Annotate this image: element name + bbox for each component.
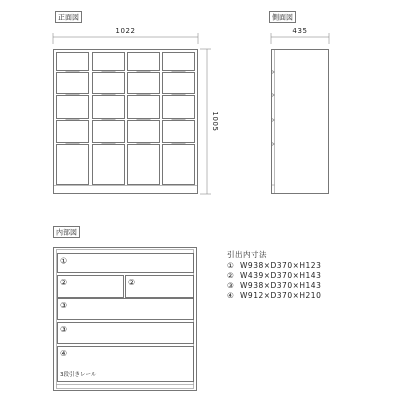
front-view	[53, 12, 219, 195]
side-view-title: 側面図	[272, 13, 293, 22]
front-drawer-front	[93, 121, 125, 143]
front-drawer-front	[163, 121, 195, 143]
front-drawer-front	[57, 145, 89, 185]
front-drawer-front	[57, 121, 89, 143]
front-height-dimension	[200, 49, 219, 194]
front-drawer-front	[128, 121, 160, 143]
front-drawer-front	[57, 73, 89, 94]
front-drawer-front	[163, 96, 195, 119]
rail-note: 3段引きレール	[60, 372, 97, 378]
interior-drawer-3-lower-marker: ③	[60, 325, 68, 334]
drawer-spec-size: W912×D370×H210	[240, 291, 322, 300]
side-view	[270, 12, 330, 194]
front-drawer-front	[93, 73, 125, 94]
drawer-spec-row	[227, 291, 321, 300]
front-drawer-front	[128, 73, 160, 94]
side-cabinet-outline	[272, 50, 329, 194]
drawer-spec-heading: 引出内寸法	[227, 250, 267, 259]
drawer-spec-marker: ①	[227, 261, 235, 270]
front-drawer-grid	[57, 53, 195, 185]
front-drawer-front	[93, 96, 125, 119]
front-view-title: 正面図	[58, 13, 79, 22]
drawer-spec-size: W938×D370×H143	[240, 281, 322, 290]
front-drawer-front	[128, 53, 160, 71]
drawer-spec-marker: ②	[227, 271, 235, 280]
front-drawer-front	[57, 53, 89, 71]
front-drawer-front	[163, 53, 195, 71]
interior-drawer-4-marker: ④	[60, 349, 68, 358]
interior-drawer-1	[58, 254, 194, 273]
drawer-spec-marker: ④	[227, 291, 235, 300]
drawer-spec-row	[227, 271, 321, 280]
drawer-spec-marker: ③	[227, 281, 235, 290]
interior-drawer-2-left	[58, 276, 124, 298]
interior-drawer-2-left-marker: ②	[60, 278, 68, 287]
drawer-spec-size: W938×D370×H123	[240, 261, 322, 270]
front-drawer-front	[128, 96, 160, 119]
drawer-spec-size: W439×D370×H143	[240, 271, 322, 280]
front-drawer-front	[93, 53, 125, 71]
front-width-dimension	[53, 27, 198, 44]
interior-drawer-2-right	[126, 276, 194, 298]
drawer-spec-list	[227, 249, 321, 300]
front-height-dim-label: 1005	[211, 111, 219, 132]
interior-view-title: 内部図	[56, 228, 77, 237]
side-drawer-fronts	[272, 70, 275, 185]
interior-drawer-3-upper-marker: ③	[60, 301, 68, 310]
front-drawer-front	[57, 96, 89, 119]
drawer-spec-row	[227, 281, 321, 290]
drawer-spec-row	[227, 261, 321, 270]
front-drawer-front	[163, 145, 195, 185]
side-depth-dimension	[271, 27, 329, 44]
interior-drawer-1-marker: ①	[60, 256, 68, 266]
front-drawer-front	[128, 145, 160, 185]
interior-drawer-3-lower	[58, 323, 194, 344]
interior-view	[54, 227, 197, 391]
front-drawer-front	[163, 73, 195, 94]
front-drawer-front	[93, 145, 125, 185]
interior-drawer-3-upper	[58, 299, 194, 320]
interior-drawer-2-right-marker: ②	[128, 278, 136, 287]
front-width-dim-label: 1022	[115, 27, 136, 35]
side-depth-dim-label: 435	[292, 27, 308, 35]
